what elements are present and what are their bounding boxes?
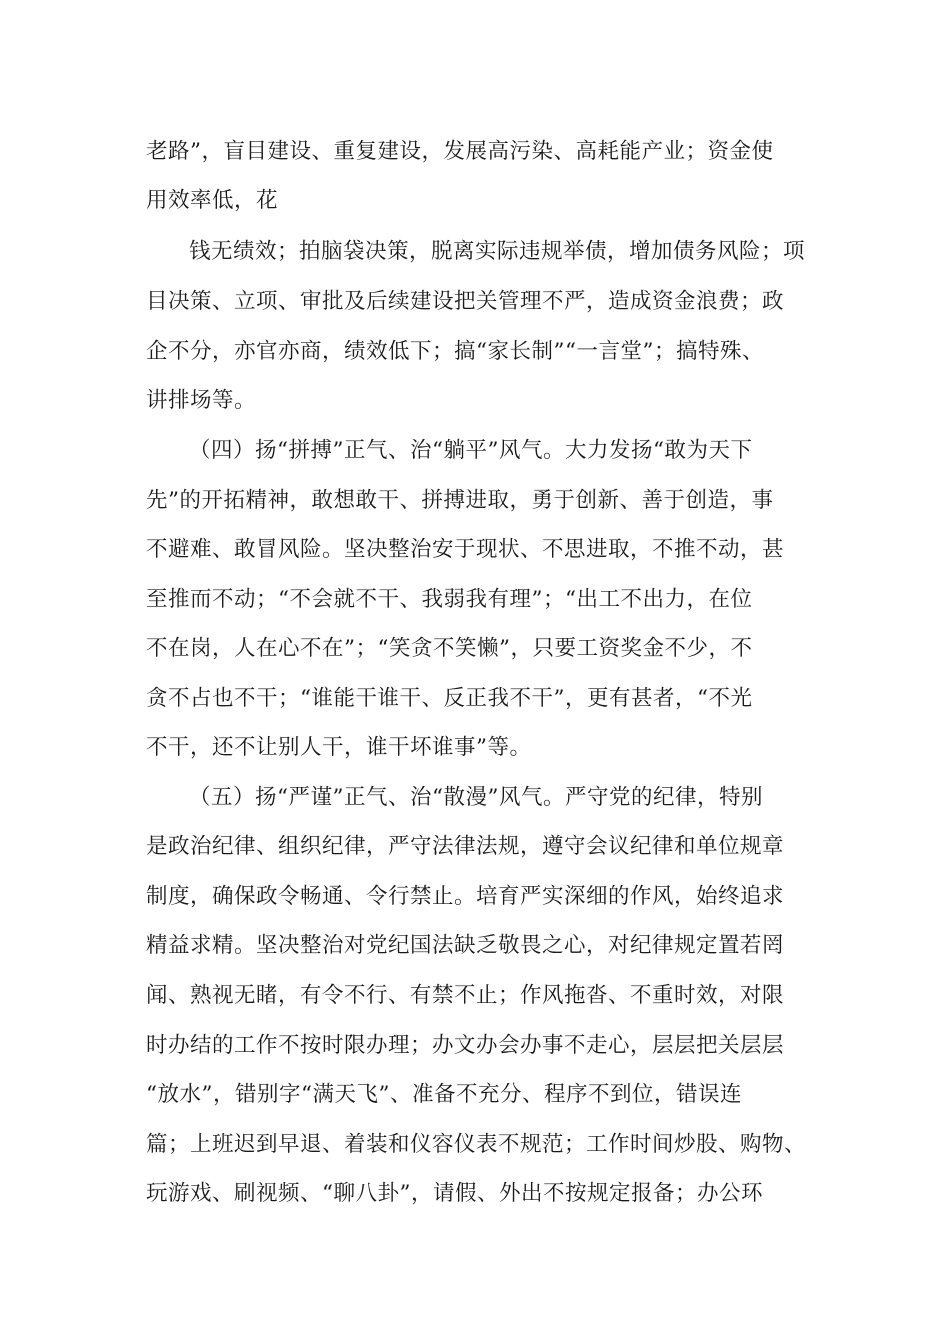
text-line: 精益求精。坚决整治对党纪国法缺乏敬畏之心，对纪律规定置若罔	[146, 933, 785, 958]
text-line: 时办结的工作不按时限办理；办文办会办事不走心，层层把关层层	[146, 1033, 785, 1058]
text-line: 至推而不动；“不会就不干、我弱我有理”；“出工不出力，在位	[146, 587, 753, 612]
text-line: 贪不占也不干；“谁能干谁干、反正我不干”，更有甚者，“不光	[146, 686, 753, 711]
text-line: 制度，确保政令畅通、令行禁止。培育严实深细的作风，始终追求	[146, 884, 785, 909]
text-line: 不干，还不让别人干，谁干坏谁事”等。	[146, 735, 532, 760]
text-line: 老路”，盲目建设、重复建设，发展高污染、高耗能产业；资金使	[146, 139, 774, 164]
text-line: 玩游戏、刷视频、“聊八卦”，请假、外出不按规定报备；办公环	[146, 1181, 763, 1206]
text-line: 是政治纪律、组织纪律，严守法律法规，遵守会议纪律和单位规章	[146, 834, 785, 859]
text-line: 目决策、立项、审批及后续建设把关管理不严，造成资金浪费；政	[146, 289, 785, 314]
text-line: （五）扬“严谨”正气、治“散漫”风气。严守党的纪律，特别	[189, 785, 763, 810]
text-line: 用效率低，花	[146, 188, 279, 213]
text-line: 篇；上班迟到早退、着装和仪容仪表不规范；工作时间炒股、购物、	[146, 1132, 807, 1157]
text-line: 企不分，亦官亦商，绩效低下；搞“家长制”“一言堂”；搞特殊、	[146, 339, 764, 364]
text-line: （四）扬“拼搏”正气、治“躺平”风气。大力发扬“敢为天下	[189, 438, 753, 463]
text-line: 不避难、敢冒风险。坚决整治安于现状、不思进取，不推不动，甚	[146, 537, 785, 562]
text-line: 先”的开拓精神，敢想敢干、拼搏进取，勇于创新、善于创造，事	[146, 488, 774, 513]
text-line: 钱无绩效；拍脑袋决策，脱离实际违规举债，增加债务风险；项	[189, 239, 806, 264]
text-line: “放水”，错别字“满天飞”、准备不充分、程序不到位，错误连	[146, 1082, 742, 1107]
text-line: 闻、熟视无睹，有令不行、有禁不止；作风拖沓、不重时效，对限	[146, 983, 785, 1008]
text-line: 不在岗，人在心不在”；“笑贪不笑懒”，只要工资奖金不少，不	[146, 636, 753, 661]
text-line: 讲排场等。	[146, 388, 257, 413]
